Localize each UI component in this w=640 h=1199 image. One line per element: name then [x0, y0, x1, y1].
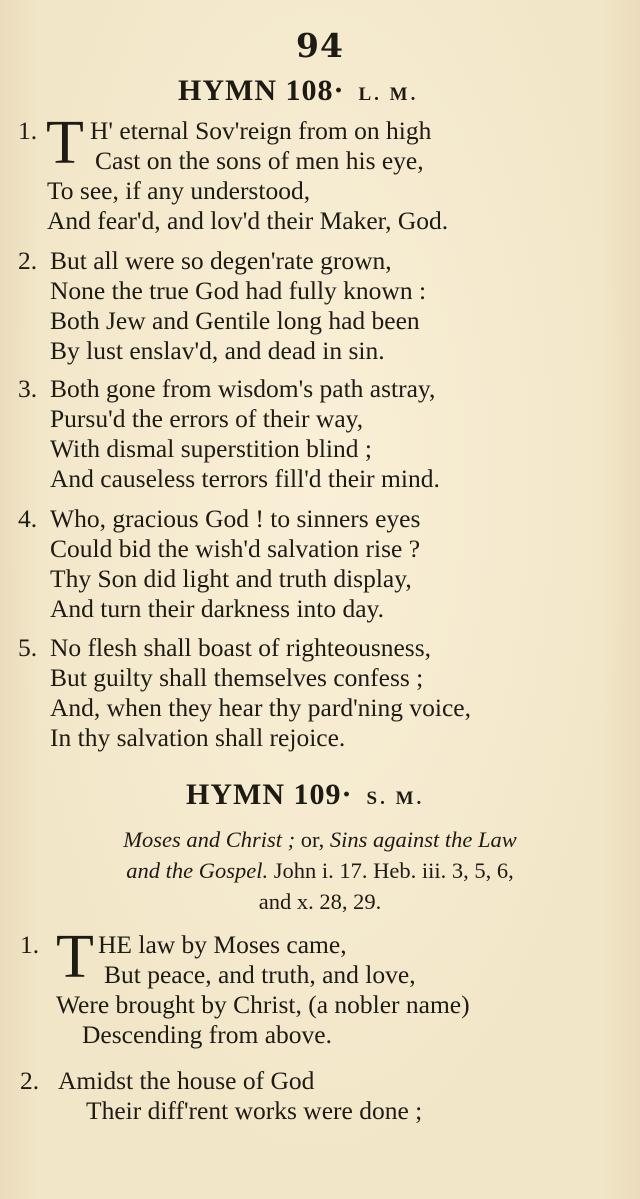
- verse-line: By lust enslav'd, and dead in sin.: [50, 336, 385, 365]
- hymn-109-subtitle-line-3: [0, 886, 640, 918]
- subtitle-italic: Moses and Christ ;: [123, 827, 296, 852]
- hymn-108-meter: L. M.: [358, 84, 419, 105]
- verse-line: Pursu'd the errors of their way,: [50, 404, 364, 433]
- hymn-109-title-text: HYMN 109: [186, 778, 342, 811]
- verse-line: Descending from above.: [82, 1020, 332, 1049]
- verse-line: Both Jew and Gentile long had been: [50, 306, 420, 335]
- verse-line: But all were so degen'rate grown,: [50, 246, 392, 275]
- verse-line: And, when they hear thy pard'ning voice,: [50, 693, 471, 722]
- hymn-108-title-text: HYMN 108: [178, 74, 334, 107]
- verse-number: 5.: [18, 633, 38, 662]
- verse-line: H' eternal Sov'reign from on high: [90, 116, 432, 145]
- hymn-109-subtitle-line-1: [0, 824, 640, 856]
- verse-line: But peace, and truth, and love,: [104, 960, 416, 989]
- verse-line: Thy Son did light and truth display,: [50, 564, 412, 593]
- subtitle-italic: Sins against the Law: [329, 827, 517, 852]
- subtitle-text: or,: [295, 827, 330, 852]
- subtitle-italic: and the Gospel.: [126, 858, 269, 883]
- verse-number: 1.: [20, 930, 40, 959]
- hymn-109-subtitle-line-2: [0, 855, 640, 887]
- hymn-109-meter: S. M.: [366, 788, 425, 809]
- verse-line: None the true God had fully known :: [50, 276, 427, 305]
- verse-line: And causeless terrors fill'd their mind.: [50, 464, 440, 493]
- verse-line: No flesh shall boast of righteousness,: [50, 633, 432, 662]
- verse-number: 4.: [18, 504, 38, 533]
- verse-line: Both gone from wisdom's path astray,: [50, 374, 436, 403]
- verse-number: 2.: [18, 246, 38, 275]
- verse-line: Who, gracious God ! to sinners eyes: [50, 504, 421, 533]
- verse-line: Cast on the sons of men his eye,: [95, 146, 424, 175]
- verse-line: Were brought by Christ, (a nobler name): [56, 990, 470, 1019]
- verse-number: 2.: [20, 1066, 40, 1095]
- verse-line: And turn their darkness into day.: [50, 594, 385, 623]
- verse-line: In thy salvation shall rejoice.: [50, 723, 346, 752]
- verse-line: To see, if any understood,: [47, 176, 311, 205]
- verse-number: 3.: [18, 374, 38, 403]
- page-number: 94: [296, 26, 344, 65]
- verse-line: HE law by Moses came,: [98, 930, 347, 959]
- subtitle-text: and x. 28, 29.: [258, 889, 382, 914]
- verse-line: Amidst the house of God: [58, 1066, 315, 1095]
- drop-cap: T: [46, 109, 84, 177]
- subtitle-text: John i. 17. Heb. iii. 3, 5, 6,: [268, 858, 514, 883]
- verse-line: And fear'd, and lov'd their Maker, God.: [47, 206, 449, 235]
- verse-line: With dismal superstition blind ;: [50, 434, 372, 463]
- hymn-108-title: [178, 74, 418, 108]
- title-dot: ·: [333, 74, 345, 107]
- verse-line: Their diff'rent works were done ;: [86, 1096, 423, 1125]
- drop-cap: T: [56, 923, 94, 991]
- title-dot: ·: [341, 778, 353, 811]
- verse-line: But guilty shall themselves confess ;: [50, 663, 424, 692]
- hymn-109-title: [186, 778, 424, 812]
- verse-number: 1.: [18, 116, 38, 145]
- verse-line: Could bid the wish'd salvation rise ?: [50, 534, 421, 563]
